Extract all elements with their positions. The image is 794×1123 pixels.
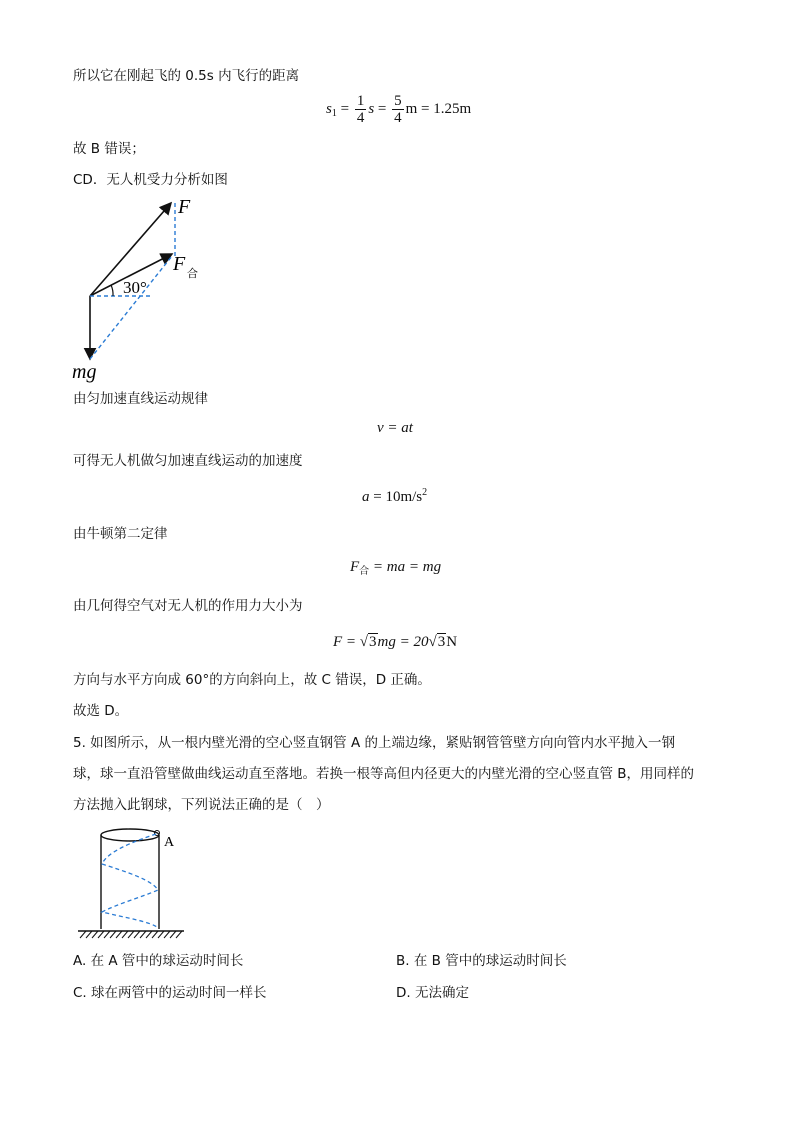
label-Fhe: F xyxy=(173,253,186,275)
question-5-line-1: 5. 如图所示，从一根内壁光滑的空心竖直钢管 A 的上端边缘，紧贴钢管管壁方向向管内水平抛入一钢 xyxy=(73,735,675,751)
label-mg: mg xyxy=(72,361,97,383)
equation-v: v = at xyxy=(377,420,413,436)
text-line-1: 所以它在刚起飞的 0.5s 内飞行的距离 xyxy=(73,68,300,84)
equation-a: $a = 10m/s^2$ xyxy=(362,487,428,505)
equation-s1: $s_1$ = $\frac{1}{4}$ s = $\frac{5}{4}$ m = 1.25m xyxy=(326,93,472,126)
option-c[interactable]: C. 球在两管中的运动时间一样长 xyxy=(73,985,267,1001)
question-5-line-3: 方法抛入此钢球，下列说法正确的是（ ） xyxy=(73,797,330,813)
equation-newton: $F_合$ = ma = mg xyxy=(350,559,442,577)
text-line-4: 由匀加速直线运动规律 xyxy=(73,391,208,407)
angle-arc xyxy=(111,285,113,296)
option-b[interactable]: B. 在 B 管中的球运动时间长 xyxy=(396,953,567,969)
text-line-2: 故 B 错误； xyxy=(73,141,145,157)
text-line-8: 方向与水平方向成 60°的方向斜向上，故 C 错误，D 正确。 xyxy=(73,672,431,688)
tube-diagram xyxy=(72,822,192,942)
text-line-5: 可得无人机做匀加速直线运动的加速度 xyxy=(73,453,303,469)
text-line-3: CD．无人机受力分析如图 xyxy=(73,172,228,188)
text-line-7: 由几何得空气对无人机的作用力大小为 xyxy=(73,598,303,614)
label-angle: 30° xyxy=(123,278,147,297)
text-line-6: 由牛顿第二定律 xyxy=(73,526,168,542)
option-d[interactable]: D. 无法确定 xyxy=(396,985,469,1001)
dashed-diagonal xyxy=(90,256,172,359)
option-a[interactable]: A. 在 A 管中的球运动时间长 xyxy=(73,953,244,969)
tube-top-ellipse xyxy=(101,829,159,841)
label-Fhe-sub: 合 xyxy=(187,267,198,280)
force-diagram xyxy=(68,193,218,383)
text-line-9: 故选 D。 xyxy=(73,703,129,719)
label-F: F xyxy=(178,196,191,218)
ball-trajectory xyxy=(102,834,158,928)
question-5-line-2: 球，球一直沿管壁做曲线运动直至落地。若换一根等高但内径更大的内壁光滑的空心竖直管 B，用同样的 xyxy=(73,766,695,782)
equation-F: F = √3mg = 20√3N xyxy=(333,634,458,650)
tube-label-A: A xyxy=(164,835,175,850)
